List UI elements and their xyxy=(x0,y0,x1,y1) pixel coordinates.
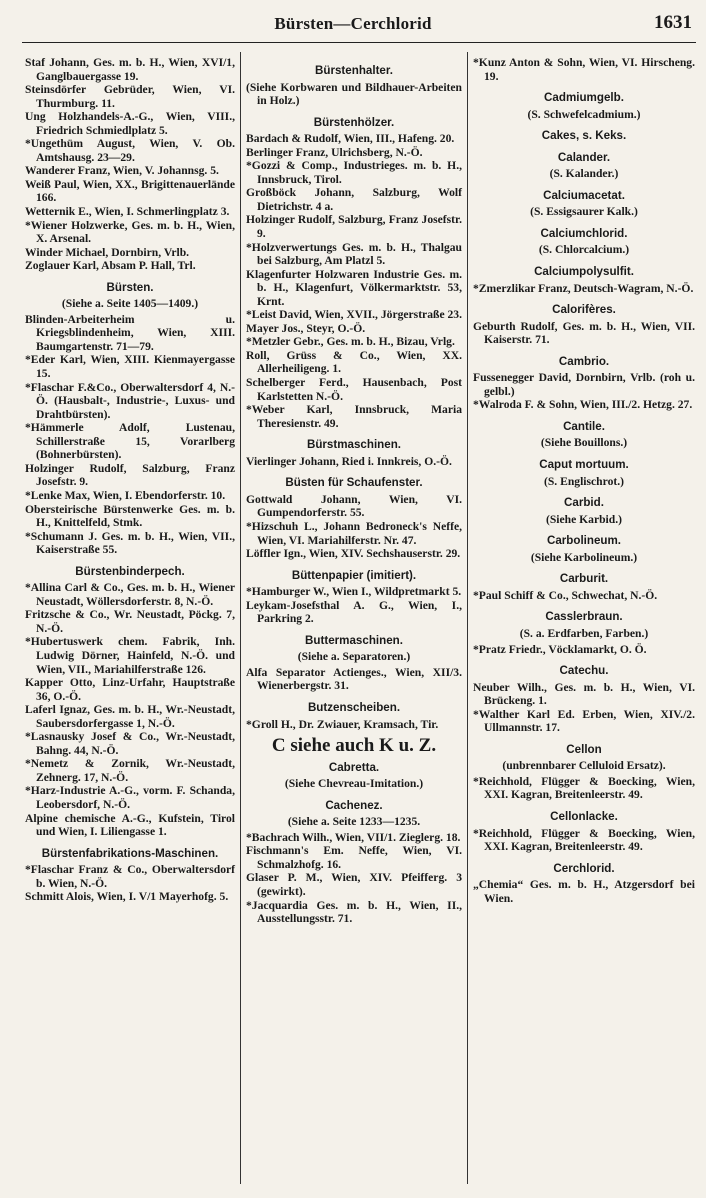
directory-entry: Winder Michael, Dornbirn, Vrlb. xyxy=(25,245,190,259)
directory-entry: *Lenke Max, Wien, I. Ebendorferstr. 10. xyxy=(25,488,226,502)
section-heading: Cellon xyxy=(566,742,602,756)
directory-entry: Zoglauer Karl, Absam P. Hall, Trl. xyxy=(25,259,196,273)
directory-entry: Berlinger Franz, Ulrichsberg, N.-Ö. xyxy=(246,145,423,159)
section-heading: Calander. xyxy=(557,150,611,164)
directory-entry: Weiß Paul, Wien, XX., Brigittenauerlände 166. xyxy=(25,177,235,205)
section-heading: Cachenez. xyxy=(325,798,383,812)
page-header xyxy=(0,0,706,42)
directory-entry: Holzinger Rudolf, Salzburg, Franz Josefstr. 9. xyxy=(246,213,462,241)
cross-reference-note: (Siehe Chevreau-Imitation.) xyxy=(284,777,424,791)
directory-entry: Kapper Otto, Linz-Urfahr, Hauptstraße 36, O.-Ö. xyxy=(25,676,235,703)
cross-reference-note: (S. Essigsaurer Kalk.) xyxy=(530,205,638,219)
directory-entry: *Hizschuh L., Johann Bedroneck's Neffe, Wien, VI. Mariahilferstr. Nr. 47. xyxy=(246,519,462,547)
directory-entry: Mayer Jos., Steyr, O.-Ö. xyxy=(246,321,366,335)
directory-entry: Alpine chemische A.-G., Kufstein, Tirol und Wien, I. Liliengasse 1. xyxy=(25,811,235,839)
section-heading: Bürstenbinderpech. xyxy=(75,564,185,578)
cross-reference-note: (Siehe Bouillons.) xyxy=(540,436,628,450)
section-heading: Carbid. xyxy=(564,496,604,510)
section-heading: Catechu. xyxy=(559,664,609,678)
directory-entry: *Hubertuswerk chem. Fabrik, Inh. Ludwig Dörner, Hainfeld, N.-Ö. und Wien, VII., Mariahilferstraße 126. xyxy=(25,635,235,676)
directory-entry: *Jacquardia Ges. m. b. H., Wien, II., Ausstellungsstr. 71. xyxy=(246,898,462,926)
column-3 xyxy=(473,56,695,905)
section-heading: Buttermaschinen. xyxy=(305,633,403,647)
directory-entry: *Schumann J. Ges. m. b. H., Wien, VII., Kaiserstraße 55. xyxy=(25,529,235,557)
directory-entry: Löffler Ign., Wien, XIV. Sechshauserstr. 29. xyxy=(246,547,461,561)
directory-entry: Vierlinger Johann, Ried i. Innkreis, O.-Ö. xyxy=(246,454,452,468)
directory-entry: Fussenegger David, Dornbirn, Vrlb. (roh u. gelbl.) xyxy=(473,371,695,398)
directory-entry: Wanderer Franz, Wien, V. Johannsg. 5. xyxy=(25,164,219,178)
directory-entry: Leykam-Josefsthal A. G., Wien, I., Parkring 2. xyxy=(246,598,462,626)
section-heading: Calciumchlorid. xyxy=(540,226,628,240)
running-title: Bürsten—Cerchlorid xyxy=(274,14,432,33)
section-heading: Bürstenfabrikations-Maschinen. xyxy=(41,846,219,860)
directory-entry: *Nemetz & Zornik, Wr.-Neustadt, Zehnerg. 17, N.-Ö. xyxy=(25,757,235,784)
column-2 xyxy=(246,56,462,926)
section-heading: Cabretta. xyxy=(328,760,380,774)
directory-entry: *Flaschar Franz & Co., Oberwaltersdorf b. Wien, N.-Ö. xyxy=(25,863,235,890)
section-heading: Bürstenhalter. xyxy=(315,64,393,77)
section-heading: Cambrio. xyxy=(558,354,610,368)
directory-entry: *Walther Karl Ed. Erben, Wien, XIV./2. Ullmannstr. 17. xyxy=(473,707,695,735)
directory-entry: Gottwald Johann, Wien, VI. Gumpendorferstr. 55. xyxy=(246,492,462,520)
directory-entry: *Reichhold, Flügger & Boecking, Wien, XXI. Kagran, Breitenleerstr. 49. xyxy=(473,774,695,802)
section-heading: Carbolineum. xyxy=(546,534,622,548)
directory-entry: Schmitt Alois, Wien, I. V/1 Mayerhofg. 5. xyxy=(25,890,229,904)
directory-entry: Großböck Johann, Salzburg, Wolf Dietrichstr. 4 a. xyxy=(246,186,462,213)
directory-entry: Holzinger Rudolf, Salzburg, Franz Josefstr. 9. xyxy=(25,461,235,489)
section-heading: Bürstmaschinen. xyxy=(306,438,402,452)
cross-reference-note: (Siehe a. Seite 1233—1235. xyxy=(287,815,421,829)
directory-entry: Alfa Separator Actienges., Wien, XII/3. Wienerbergstr. 31. xyxy=(246,665,462,693)
section-heading: Calciumpolysulfit. xyxy=(534,265,634,279)
directory-entry: *Harz-Industrie A.-G., vorm. F. Schanda, Leobersdorf, N.-Ö. xyxy=(25,784,235,811)
directory-entry: Wetternik E., Wien, I. Schmerlingplatz 3. xyxy=(25,205,230,219)
directory-entry: Neuber Wilh., Ges. m. b. H., Wien, VI. Brückeng. 1. xyxy=(473,680,695,708)
directory-entry: *Kunz Anton & Sohn, Wien, VI. Hirscheng. 19. xyxy=(473,56,695,83)
directory-entry: Geburth Rudolf, Ges. m. b. H., Wien, VII. Kaiserstr. 71. xyxy=(473,319,695,347)
directory-entry: *Flaschar F.&Co., Oberwaltersdorf 4, N.-Ö. (Hausbalt-, Industrie-, Luxus- und Drahtbürsten). xyxy=(25,380,235,421)
section-heading: Butzenscheiben. xyxy=(307,700,401,714)
cross-reference-note: (unbrennbarer Celluloid Ersatz). xyxy=(502,759,666,773)
section-heading: Cadmiumgelb. xyxy=(544,91,624,105)
section-heading: Cellonlacke. xyxy=(550,809,618,823)
column-1 xyxy=(25,56,235,904)
section-heading: Büsten für Schaufenster. xyxy=(285,476,423,490)
directory-entry: *Hamburger W., Wien I., Wildpretmarkt 5. xyxy=(246,585,462,599)
column-divider xyxy=(240,52,241,1184)
directory-entry: Klagenfurter Holzwaren Industrie Ges. m. b. H., Klagenfurt, Völkermarktstr. 53, Krnt. xyxy=(246,267,462,308)
section-heading: Calciumacetat. xyxy=(543,188,625,202)
directory-entry: Staf Johann, Ges. m. b. H., Wien, XVI/1, Ganglbauergasse 19. xyxy=(25,56,235,83)
page-number: 1631 xyxy=(654,12,692,33)
directory-entry: *Leist David, Wien, XVII., Jörgerstraße 23. xyxy=(246,308,462,322)
column-divider xyxy=(467,52,468,1184)
directory-entry: Laferl Ignaz, Ges. m. b. H., Wr.-Neustadt, Saubersdorfergasse 1, N.-Ö. xyxy=(25,703,235,730)
directory-entry: Fischmann's Em. Neffe, Wien, VI. Schmalzhofg. 16. xyxy=(246,844,462,871)
directory-entry: *Zmerzlikar Franz, Deutsch-Wagram, N.-Ö. xyxy=(473,281,694,295)
directory-entry: *Eder Karl, Wien, XIII. Kienmayergasse 15. xyxy=(25,353,235,381)
section-heading: Büttenpapier (imitiert). xyxy=(291,568,417,582)
section-heading: Bürstenhölzer. xyxy=(313,115,395,129)
cross-reference-note: (Siehe a. Seite 1405—1409.) xyxy=(61,297,199,311)
section-heading: Casslerbraun. xyxy=(545,610,623,624)
section-heading: Carburit. xyxy=(559,572,609,586)
directory-entry: *Weber Karl, Innsbruck, Maria Theresienstr. 49. xyxy=(246,403,462,430)
directory-entry: *Pratz Friedr., Vöcklamarkt, O. Ö. xyxy=(473,642,647,656)
directory-entry: *Groll H., Dr. Zwiauer, Kramsach, Tir. xyxy=(246,717,439,731)
directory-entry: Obersteirische Bürstenwerke Ges. m. b. H., Knittelfeld, Stmk. xyxy=(25,502,235,530)
section-heading: Calorifères. xyxy=(552,303,616,317)
directory-entry: „Chemia“ Ges. m. b. H., Atzgersdorf bei Wien. xyxy=(473,878,695,905)
directory-entry: *Paul Schiff & Co., Schwechat, N.-Ö. xyxy=(473,588,658,602)
directory-entry: *Lasnausky Josef & Co., Wr.-Neustadt, Bahng. 44, N.-Ö. xyxy=(25,730,235,757)
section-heading: Bürsten. xyxy=(106,280,154,294)
directory-entry: *Ungethüm August, Wien, V. Ob. Amtshausg. 23—29. xyxy=(25,137,235,164)
directory-entry: Blinden-Arbeiterheim u. Kriegsblindenheim, Wien, XIII. Baumgartenstr. 71—79. xyxy=(25,312,235,353)
letter-heading: C siehe auch K u. Z. xyxy=(271,735,437,757)
cross-reference-note: (S. Kalander.) xyxy=(549,167,619,181)
directory-entry: (Siehe Korbwaren und Bildhauer-Arbeiten in Holz.) xyxy=(246,80,462,108)
directory-entry: Bardach & Rudolf, Wien, III., Hafeng. 20. xyxy=(246,132,455,146)
directory-entry: *Wiener Holzwerke, Ges. m. b. H., Wien, X. Arsenal. xyxy=(25,218,235,246)
section-heading: Cerchlorid. xyxy=(553,861,615,875)
directory-entry: Glaser P. M., Wien, XIV. Pfeifferg. 3 (gewirkt). xyxy=(246,871,462,898)
directory-entry: *Reichhold, Flügger & Boecking, Wien, XXI. Kagran, Breitenleerstr. 49. xyxy=(473,826,695,854)
cross-reference-note: (S. a. Erdfarben, Farben.) xyxy=(519,626,649,640)
directory-entry: *Walroda F. & Sohn, Wien, III./2. Hetzg. 27. xyxy=(473,398,693,412)
section-heading: Cakes, s. Keks. xyxy=(541,129,627,143)
cross-reference-note: (Siehe Karbolineum.) xyxy=(530,550,638,564)
header-rule xyxy=(22,42,696,43)
directory-entry: Ung Holzhandels-A.-G., Wien, VIII., Friedrich Schmiedlplatz 5. xyxy=(25,110,235,137)
directory-entry: Steinsdörfer Gebrüder, Wien, VI. Thurmburg. 11. xyxy=(25,83,235,110)
directory-entry: Fritzsche & Co., Wr. Neustadt, Pöckg. 7, N.-Ö. xyxy=(25,608,235,635)
directory-entry: *Hämmerle Adolf, Lustenau, Schillerstraße 15, Vorarlberg (Bohnerbürsten). xyxy=(25,421,235,462)
cross-reference-note: (Siehe a. Separatoren.) xyxy=(297,650,411,664)
directory-entry: *Bachrach Wilh., Wien, VII/1. Zieglerg. 18. xyxy=(246,830,461,844)
directory-entry: *Holzverwertungs Ges. m. b. H., Thalgau bei Salzburg, Am Platzl 5. xyxy=(246,240,462,268)
cross-reference-note: (Siehe Karbid.) xyxy=(545,512,622,526)
directory-entry: *Gozzi & Comp., Industrieges. m. b. H., Innsbruck, Tirol. xyxy=(246,159,462,186)
directory-entry: *Metzler Gebr., Ges. m. b. H., Bizau, Vrlg. xyxy=(246,335,455,349)
section-heading: Caput mortuum. xyxy=(539,458,629,472)
section-heading: Cantile. xyxy=(563,419,605,433)
directory-entry: Schelberger Ferd., Hausenbach, Post Karlstetten N.-Ö. xyxy=(246,376,462,403)
cross-reference-note: (S. Schwefelcadmium.) xyxy=(527,107,641,121)
cross-reference-note: (S. Chlorcalcium.) xyxy=(538,243,630,257)
cross-reference-note: (S. Englischrot.) xyxy=(544,474,624,488)
directory-entry: Roll, Grüss & Co., Wien, XX. Allerheiligeng. 1. xyxy=(246,348,462,376)
directory-entry: *Allina Carl & Co., Ges. m. b. H., Wiener Neustadt, Wöllersdorferstr. 8, N.-Ö. xyxy=(25,581,235,608)
